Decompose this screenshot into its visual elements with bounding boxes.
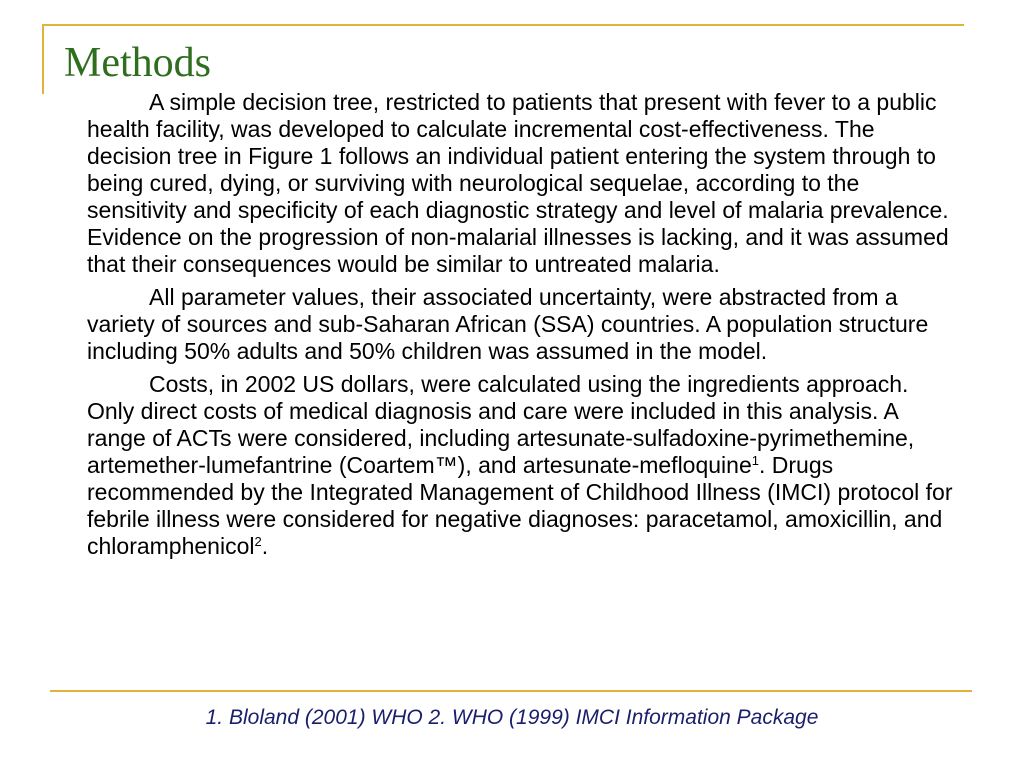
slide-title: Methods [64,40,211,86]
costs-text-c: . [261,533,269,559]
paragraph-parameters: All parameter values, their associated uncertainty, were abstracted from a variety of sources and sub-Saharan African (SSA) countries. A population structure including 50% adults and 50% children was assumed in the model. [87,284,929,364]
footnote-marker-2: 2 [254,534,262,549]
paragraph-decision-tree: A simple decision tree, restricted to patients that present with fever to a public health facility, was developed to calculate incremental cost-effectiveness. The decision tree in Figure 1 follows an individual patient entering the system through to being cured, dying, or surviving with neurological sequelae, according to the sensitivity and specificity of each diagnostic strategy and level of malaria prevalence. Evidence on the progression of non-malarial illnesses is lacking, and it was assumed that their consequences would be similar to untreated malaria. [87,89,949,277]
costs-text-b: . Drugs recommended by the Integrated Management of Childhood Illness (IMCI) protocol for febrile illness were considered for negative diagnoses: paracetamol, amoxicillin, and chloramphenicol [87,452,953,559]
bottom-accent-rule [50,690,972,692]
footnote-marker-1: 1 [751,453,759,468]
paragraph-costs [87,371,955,560]
footnote-references: 1. Bloland (2001) WHO 2. WHO (1999) IMCI Information Package [205,706,819,729]
left-accent-rule [42,24,44,94]
slide-body [87,89,955,566]
top-accent-rule [42,24,964,26]
costs-text-a: Costs, in 2002 US dollars, were calculated using the ingredients approach. Only direct costs of medical diagnosis and care were included in this analysis. A range of ACTs were considered, including artesunate-sulfadoxine-pyrimethemine, artemether-lumefantrine (Coartem™), and artesunate-mefloquine [87,371,915,478]
